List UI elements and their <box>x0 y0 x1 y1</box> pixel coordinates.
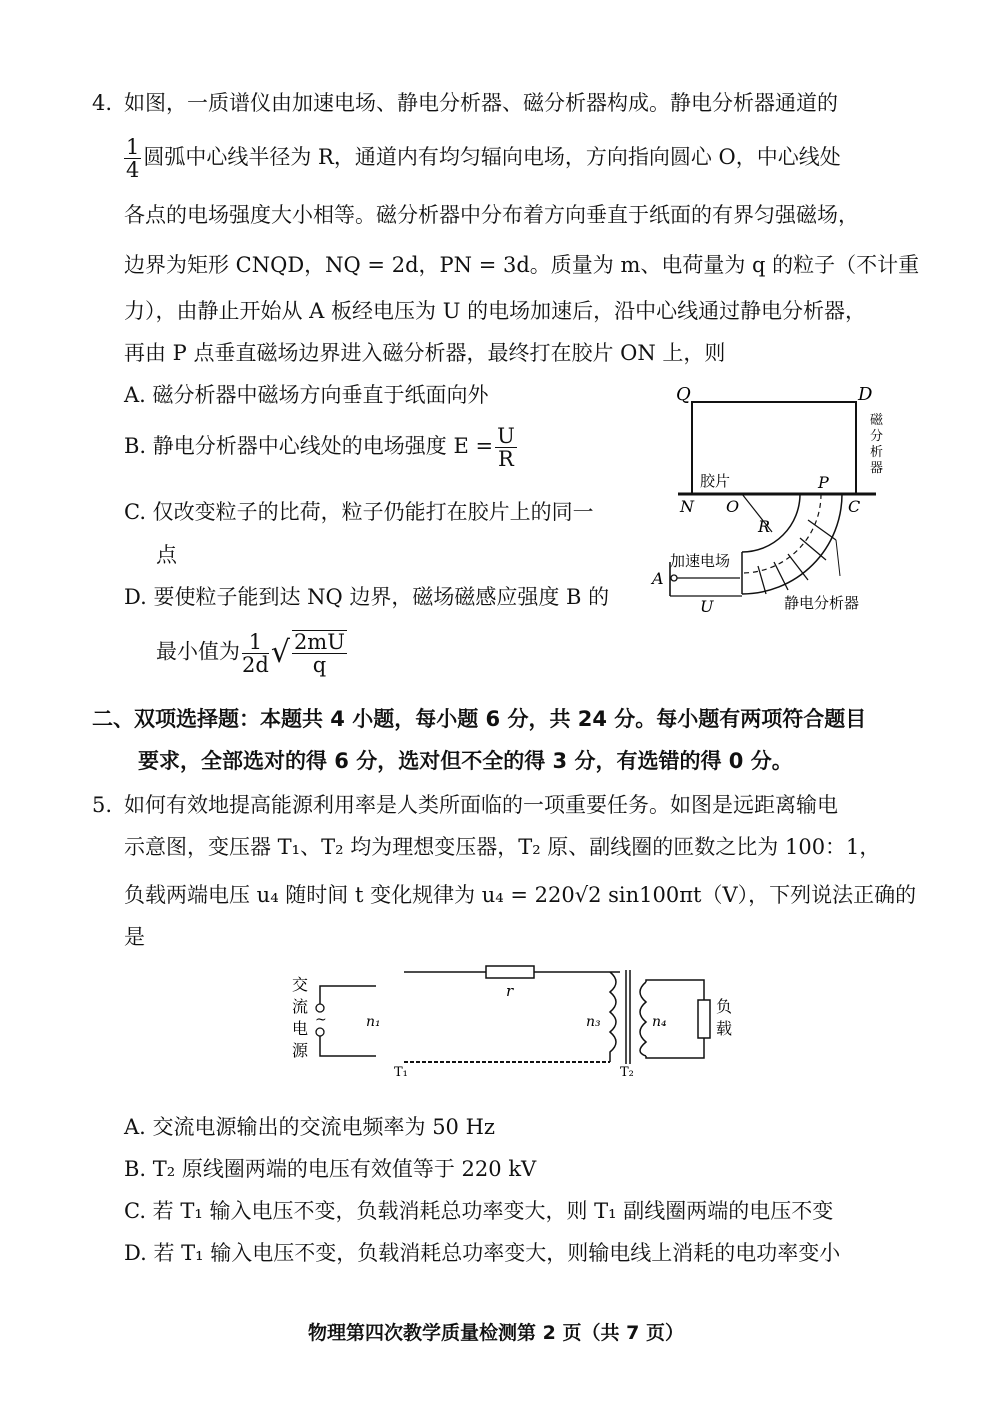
radius-line <box>742 494 772 532</box>
outer-arc <box>742 494 842 594</box>
q4-option-c2: 点 <box>156 543 177 567</box>
page-footer: 物理第四次教学质量检测第 2 页（共 7 页） <box>308 1322 684 1344</box>
ac-tilde-icon: ~ <box>315 1012 327 1028</box>
q5-option-b: B. T₂ 原线圈两端的电压有效值等于 220 kV <box>124 1157 537 1181</box>
label-esa: 静电分析器 <box>784 594 860 612</box>
label-u: U <box>700 597 714 616</box>
transmission-circuit-diagram <box>280 960 740 1080</box>
label-t2: T₂ <box>620 1065 634 1080</box>
label-mag-3: 析 <box>870 445 884 460</box>
q4-option-d1: D. 要使粒子能到达 NQ 边界，磁场磁感应强度 B 的 <box>124 585 610 609</box>
label-q: Q <box>676 384 691 405</box>
label-src-1: 交 <box>292 975 309 994</box>
q4-number: 4. <box>92 91 113 115</box>
esa-pointer <box>836 540 840 576</box>
label-src-3: 电 <box>292 1019 309 1038</box>
q5-line3: 负载两端电压 u₄ 随时间 t 变化规律为 u₄ = 220√2 sin100πt（V），下列说法正确的 <box>124 883 917 907</box>
label-r-circuit: r <box>506 982 514 1000</box>
inner-arc <box>742 494 800 552</box>
label-p: P <box>818 473 829 492</box>
q4-line3: 各点的电场强度大小相等。磁分析器中分布着方向垂直于纸面的有界匀强磁场， <box>124 203 859 227</box>
mass-spectrometer-diagram <box>640 380 900 620</box>
label-mag-1: 磁 <box>870 413 884 428</box>
q4-fraction: $\frac{1}{4}$ <box>126 135 140 182</box>
q4-option-c1: C. 仅改变粒子的比荷，粒子仍能打在胶片上的同一 <box>124 500 594 524</box>
label-r: R <box>758 517 771 536</box>
q4-line2-wrap <box>122 136 841 181</box>
q5-option-c: C. 若 T₁ 输入电压不变，负载消耗总功率变大，则 T₁ 副线圈两端的电压不变 <box>124 1199 834 1223</box>
q4-line4: 边界为矩形 CNQD，NQ = 2d，PN = 3d。质量为 m、电荷量为 q 的粒子（不计重 <box>124 253 920 277</box>
q4-option-b-fraction: $\frac{U}{R}$ <box>497 424 515 471</box>
center-arc <box>742 494 821 573</box>
q4-option-d2-wrap <box>156 630 349 676</box>
label-load-1: 负 <box>716 997 733 1016</box>
load-bottom-wire <box>646 1038 704 1058</box>
terminal-bottom <box>316 1028 324 1036</box>
section2-line2: 要求，全部选对的得 6 分，选对但不全的得 3 分，有选错的得 0 分。 <box>138 749 793 773</box>
field-arrow-2 <box>800 538 826 560</box>
q4-option-a: A. 磁分析器中磁场方向垂直于纸面向外 <box>124 383 489 407</box>
primary-bottom-wire <box>320 1036 376 1056</box>
label-d: D <box>858 384 873 405</box>
label-src-2: 流 <box>292 997 309 1016</box>
label-src-4: 源 <box>292 1041 309 1060</box>
label-t1: T₁ <box>394 1065 408 1080</box>
label-film: 胶片 <box>700 472 731 490</box>
section2-line1: 二、双项选择题：本题共 4 小题，每小题 6 分，共 24 分。每小题有两项符合题目 <box>92 707 867 731</box>
label-load-2: 载 <box>716 1019 733 1038</box>
label-n: N <box>680 497 694 516</box>
label-mag-2: 分 <box>870 429 884 444</box>
q5-line2: 示意图，变压器 T₁、T₂ 均为理想变压器，T₂ 原、副线圈的匝数之比为 100：1， <box>124 835 881 859</box>
q4-line1: 如图，一质谱仪由加速电场、静电分析器、磁分析器构成。静电分析器通道的 <box>124 91 838 115</box>
q5-line1: 如何有效地提高能源利用率是人类所面临的一项重要任务。如图是远距离输电 <box>124 793 838 817</box>
label-n4: n₄ <box>652 1014 667 1030</box>
q4-option-d2: 最小值为 <box>156 639 240 664</box>
q5-option-d: D. 若 T₁ 输入电压不变，负载消耗总功率变大，则输电线上消耗的电功率变小 <box>124 1241 841 1265</box>
label-c: C <box>848 497 861 516</box>
load-top-wire <box>646 980 704 1000</box>
plate-a-icon <box>671 575 677 581</box>
q5-option-a: A. 交流电源输出的交流电频率为 50 Hz <box>124 1115 495 1139</box>
label-n3: n₃ <box>586 1014 601 1030</box>
sqrt-icon: √ <box>270 635 290 670</box>
coil-n4 <box>640 982 646 1056</box>
coil-n3 <box>610 972 616 1062</box>
label-n1: n₁ <box>366 1014 381 1030</box>
q4-option-d-root: $\frac{2mU}{q}$ <box>293 630 345 677</box>
label-o: O <box>726 497 740 516</box>
load-resistor <box>698 1000 710 1038</box>
q5-number: 5. <box>92 793 113 817</box>
resistor-r <box>486 966 534 978</box>
q5-line4: 是 <box>124 925 145 949</box>
q4-option-d-fraction: $\frac{1}{2d}$ <box>242 629 269 677</box>
q4-option-b-wrap <box>124 425 519 470</box>
terminal-top <box>316 1004 324 1012</box>
q4-line5: 力），由静止开始从 A 板经电压为 U 的电场加速后，沿中心线通过静电分析器， <box>124 299 867 323</box>
label-accel: 加速电场 <box>670 552 731 570</box>
label-a: A <box>652 569 664 588</box>
q4-option-b: B. 静电分析器中心线处的电场强度 E = <box>124 434 494 458</box>
primary-top-wire <box>320 986 376 1004</box>
label-mag-4: 器 <box>870 461 884 476</box>
q4-line2: 圆弧中心线半径为 R，通道内有均匀辐向电场，方向指向圆心 O，中心线处 <box>143 145 841 169</box>
q4-line6: 再由 P 点垂直磁场边界进入磁分析器，最终打在胶片 ON 上，则 <box>124 341 726 365</box>
